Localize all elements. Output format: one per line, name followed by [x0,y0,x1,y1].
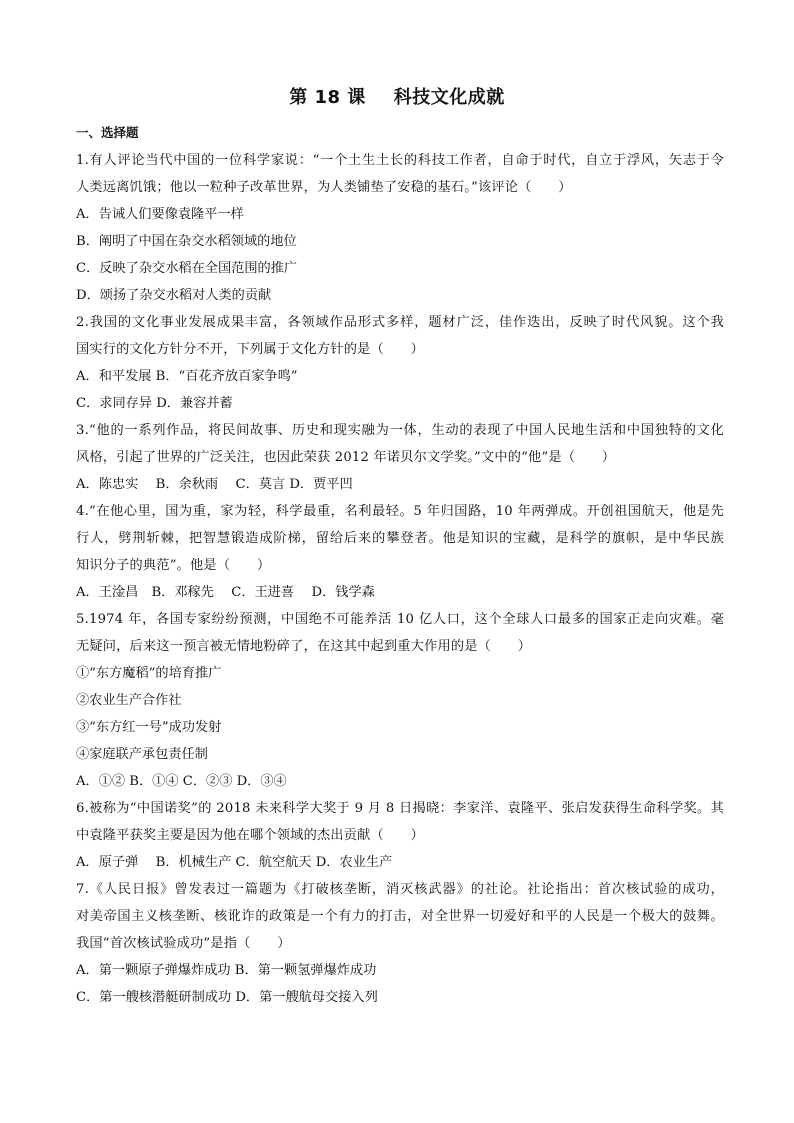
answer-option: A．①② B．①④ C．②③ D．③④ [76,774,287,789]
answer-option: A．王淦昌 B．邓稼先 C．王进喜 D．钱学森 [76,585,375,600]
question-text-line: 无疑问，后来这一预言被无情地粉碎了，在这其中起到重大作用的是（ ） [76,639,532,654]
question-7 [76,876,724,1011]
question-text-line: 5.1974 年，各国专家纷纷预测，中国绝不可能养活 10 亿人口，这个全球人口最多的国家正走向灾难。毫 [76,612,724,627]
document-body [76,123,724,1011]
question-text-line: 国实行的文化方针分不开，下列属于文化方针的是（ ） [76,342,425,357]
numbered-item: ④家庭联产承包责任制 [76,747,208,762]
numbered-item: ③“东方红一号”成功发射 [76,720,222,735]
question-6 [76,795,724,876]
question-text-line: 1.有人评论当代中国的一位科学家说：“一个土生土长的科技工作者，自命于时代，自立于浮风，矢志于令 [76,153,724,168]
question-text-line: 行人，劈荆斩棘，把智慧锻造成阶梯，留给后来的攀登者。他是知识的宝藏，是科学的旗帜，是中华民族 [76,531,724,546]
question-4 [76,498,724,606]
question-text-line: 对美帝国主义核垄断、核讹诈的政策是一个有力的打击，对全世界一切爱好和平的人民是一个极大的鼓舞。 [76,909,724,924]
question-text-line: 风格，引起了世界的广泛关注，也因此荣获 2012 年诺贝尔文学奖。”文中的“他”是（ ） [76,450,616,465]
page-title [0,86,794,110]
section-heading: 一、选择题 [76,125,139,140]
question-text-line: 2.我国的文化事业发展成果丰富，各领域作品形式多样，题材广泛，佳作迭出，反映了时代风貌。这个我 [76,315,724,330]
question-text-line: 3.“他的一系列作品，将民间故事、历史和现实融为一体，生动的表现了中国人民地生活和中国独特的文化 [76,423,724,438]
numbered-item: ①“东方魔稻”的培育推广 [76,666,222,681]
answer-option: D．颂扬了杂交水稻对人类的贡献 [76,288,272,303]
question-text-line: 6.被称为“中国诺奖”的 2018 未来科学大奖于 9 月 8 日揭晓：李家洋、袁隆平、张启发获得生命科学奖。其 [76,801,724,816]
question-2 [76,309,724,417]
lesson-topic: 科技文化成就 [393,87,505,108]
answer-option: A．陈忠实 B．余秋雨 C．莫言 D．贾平凹 [76,477,353,492]
answer-option: A．告诫人们要像袁隆平一样 [76,207,244,222]
question-text-line: 7.《人民日报》曾发表过一篇题为《打破核垄断，消灭核武器》的社论。社论指出：首次核试验的成功， [76,882,724,897]
answer-option: C．第一艘核潜艇研制成功 D．第一艘航母交接入列 [76,990,378,1005]
answer-option: A．原子弹 B．机械生产 C．航空航天 D．农业生产 [76,855,393,870]
question-text-line: 人类远离饥饿；他以一粒种子改革世界，为人类铺垫了安稳的基石。”该评论（ ） [76,180,572,195]
answer-option: A．第一颗原子弹爆炸成功 B．第一颗氢弹爆炸成功 [76,963,377,978]
answer-option: C．反映了杂交水稻在全国范围的推广 [76,261,298,276]
question-1 [76,147,724,309]
question-text-line: 我国“首次核试验成功”是指（ ） [76,936,291,951]
question-text-line: 知识分子的典范”。他是（ ） [76,558,271,573]
question-3 [76,417,724,498]
question-5 [76,606,724,795]
numbered-item: ②农业生产合作社 [76,693,182,708]
question-text-line: 中袁隆平获奖主要是因为他在哪个领域的杰出贡献（ ） [76,828,425,843]
question-text-line: 4.“在他心里，国为重，家为轻，科学最重，名利最轻。5 年归国路，10 年两弹成。开创祖国航天，他是先 [76,504,724,519]
answer-option: C．求同存异 D．兼容并蓄 [76,396,233,411]
answer-option: A．和平发展 B．“百花齐放百家争鸣” [76,369,298,384]
answer-option: B．阐明了中国在杂交水稻领域的地位 [76,234,297,249]
lesson-number: 第 18 课 [289,87,366,108]
